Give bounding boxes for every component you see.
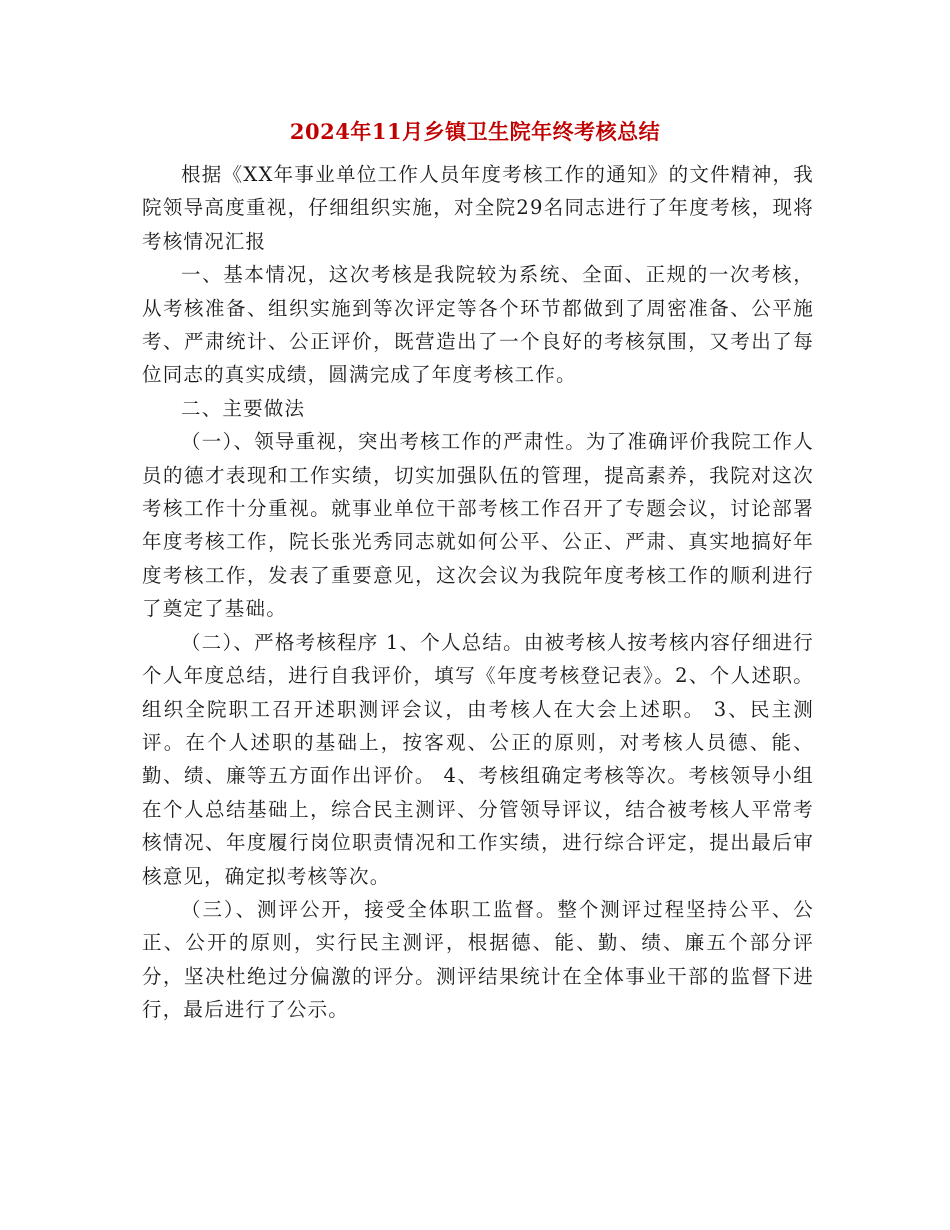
paragraph-basic-situation: 一、基本情况，这次考核是我院较为系统、全面、正规的一次考核，从考核准备、组织实施到等次评定等各个环节都做到了周密准备、公平施考、严肃统计、公正评价，既营造出了一个良好的考核氛围，又考出了每位同志的真实成绩，圆满完成了年度考核工作。 (142, 263, 814, 387)
document-title: 2024年11月乡镇卫生院年终考核总结 (289, 119, 661, 144)
paragraph-leadership-attention: （一）、领导重视，突出考核工作的严肃性。为了准确评价我院工作人员的德才表现和工作实绩，切实加强队伍的管理，提高素养，我院对这次考核工作十分重视。就事业单位干部考核工作召开了专题会议，讨论部署年度考核工作，院长张光秀同志就如何公平、公正、严肃、真实地搞好年度考核工作，发表了重要意见，这次会议为我院年度考核工作的顺利进行了奠定了基础。 (142, 430, 814, 621)
paragraph-open-evaluation: （三）、测评公开，接受全体职工监督。整个测评过程坚持公平、公正、公开的原则，实行民主测评，根据德、能、勤、绩、廉五个部分评分，坚决杜绝过分偏激的评分。测评结果统计在全体事业干部的监督下进行，最后进行了公示。 (142, 897, 814, 1022)
paragraph-main-practices-heading: 二、主要做法 (181, 396, 306, 420)
document-body (142, 158, 814, 1027)
paragraph-intro: 根据《XX年事业单位工作人员年度考核工作的通知》的文件精神，我院领导高度重视，仔细组织实施，对全院29名同志进行了年度考核，现将考核情况汇报 (142, 163, 814, 253)
paragraph-strict-procedure: （二）、严格考核程序 1、个人总结。由被考核人按考核内容仔细进行个人年度总结，进行自我评价，填写《年度考核登记表》。2、个人述职。组织全院职工召开述职测评会议，由考核人在大会上述职。 3、民主测评。在个人述职的基础上，按客观、公正的原则，对考核人员德、能、勤、绩、廉等五方面作出评价。 4、考核组确定考核等次。考核领导小组在个人总结基础上，综合民主测评、分管领导评议，结合被考核人平常考核情况、年度履行岗位职责情况和工作实绩，进行综合评定，提出最后审核意见，确定拟考核等次。 (142, 630, 814, 888)
